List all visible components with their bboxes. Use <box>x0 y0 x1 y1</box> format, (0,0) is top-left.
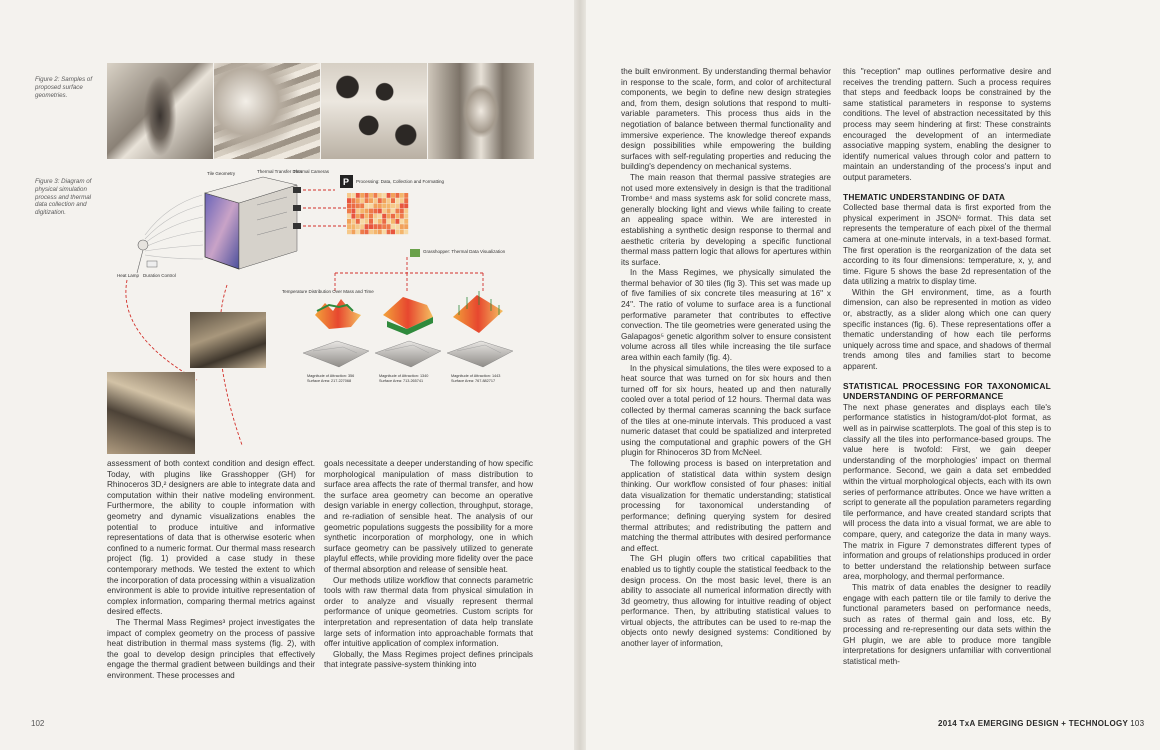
matrix-cell <box>391 229 395 234</box>
matrix-cell <box>373 219 377 224</box>
matrix-cell <box>373 193 377 198</box>
matrix-cell <box>373 209 377 214</box>
left-column-2 <box>324 459 533 671</box>
matrix-cell <box>387 214 391 219</box>
matrix-cell <box>395 229 399 234</box>
matrix-cell <box>404 229 408 234</box>
matrix-cell <box>360 219 364 224</box>
paragraph: assessment of both context condition and design effect. Today, with plugins like Grasshopper (GH) for Rhinoceros 3D,² designers are able to integrate data and computation within their native modeling environment. Furthermore, the ability to couple information with geometry and dynamic visualizations enables the potential to produce intuitive and informative representations of data that is otherwise esoteric when confined to a numeric format. Our thermal mass research project (fig. 1) provided a case study in these contemporary methods. We tested the extent to which the incorporation of data processing within a visualization environment is able to provide intuitive representation of complex information, comparing thermal metrics against desired effects. <box>107 459 315 617</box>
matrix-cell <box>369 193 373 198</box>
matrix-cell <box>400 203 404 208</box>
matrix-cell <box>365 214 369 219</box>
paragraph: goals necessitate a deeper understanding of how specific morphological manipulation of mass distribution to surface area affects the rate of thermal transfer, and how the surface area geometry can become an operative design variable in energy collection, throughput, storage, and re-radiation of sensible heat. The analysis of our geometric populations suggests the possibility for a more synthetic incorporation of morphology, one in which surface geometry can be passively utilized to generate playful effects, while providing more fidelity over the pace of thermal absorption and release of sensible heat. <box>324 459 533 574</box>
figure3-caption: Figure 3: Diagram of physical simulation process and thermal data collection and digitization. <box>35 178 92 217</box>
section-heading: STATISTICAL PROCESSING FOR TAXONOMICAL UNDERSTANDING OF PERFORMANCE <box>843 380 1051 402</box>
matrix-cell <box>351 229 355 234</box>
matrix-cell <box>365 219 369 224</box>
heat-lamp-icon <box>138 240 148 250</box>
matrix-cell <box>365 229 369 234</box>
matrix-cell <box>400 219 404 224</box>
matrix-cell <box>378 193 382 198</box>
matrix-cell <box>373 224 377 229</box>
paragraph: Our methods utilize workflow that connects parametric tools with raw thermal data from physical simulation in order to analyze and visually represent thermal performance of unique geometries. Custom scripts for interpretation and representation of data help translate large sets of information into approachable formats that offer intuitive application of complex information. <box>324 575 533 649</box>
matrix-cell <box>378 203 382 208</box>
matrix-cell <box>356 229 360 234</box>
matrix-cell <box>347 219 351 224</box>
matrix-cell <box>387 224 391 229</box>
surface-area-label: Surface Area: 713.265741 <box>379 379 424 383</box>
matrix-cell <box>395 203 399 208</box>
matrix-cell <box>382 203 386 208</box>
matrix-cell <box>400 209 404 214</box>
matrix-cell <box>356 214 360 219</box>
matrix-cell <box>373 214 377 219</box>
diagram-label: Thermal Cameras <box>293 169 330 174</box>
diagram-label: Temperature Distribution Over Mass and Time <box>282 289 374 294</box>
heat-wave-lines <box>145 195 203 259</box>
matrix-cell <box>360 193 364 198</box>
lab-researcher-photo <box>107 372 195 454</box>
footer-title: 2014 TxA EMERGING DESIGN + TECHNOLOGY <box>938 719 1129 728</box>
duration-control-icon <box>147 261 157 267</box>
figure2-caption: Figure 2: Samples of proposed surface geometries. <box>35 76 93 99</box>
matrix-cell <box>360 214 364 219</box>
matrix-cell <box>347 193 351 198</box>
matrix-cell <box>382 219 386 224</box>
matrix-cell <box>382 193 386 198</box>
matrix-cell <box>382 214 386 219</box>
matrix-cell <box>351 224 355 229</box>
thermal-data-matrix <box>347 193 408 234</box>
matrix-cell <box>400 198 404 203</box>
matrix-cell <box>356 193 360 198</box>
matrix-cell <box>378 229 382 234</box>
right-column-1 <box>621 67 831 650</box>
matrix-cell <box>373 203 377 208</box>
matrix-cell <box>347 198 351 203</box>
concrete-tile <box>205 193 239 269</box>
matrix-cell <box>387 229 391 234</box>
matrix-cell <box>365 198 369 203</box>
paragraph: The main reason that thermal passive strategies are not used more extensively in design is that the traditional Trombe⁴ and mass systems ask for solid concrete mass, generally blocking light and views while failing to create an appealing space within. We are interested in establishing a synthetic design response to thermal and aesthetic criteria by developing a specific functional thermal mass pattern logic that allows for apertures within its surface. <box>621 172 831 267</box>
section-heading: THEMATIC UNDERSTANDING OF DATA <box>843 191 1006 202</box>
matrix-cell <box>382 229 386 234</box>
heat-surface-plot <box>315 299 361 329</box>
paragraph: The following process is based on interpretation and application of statistical data within system design thinking. Our workflow consisted of four phases: initial data visualization for thematic understanding; statistical processing for taxonomical understanding of performance; defining querying system for desired thermal attributes; and redistributing the pattern and matching the thermal attributes with desired performance and effect. <box>621 458 831 553</box>
matrix-cell <box>347 214 351 219</box>
matrix-cell <box>387 209 391 214</box>
surface-geometry-photo <box>107 63 213 159</box>
matrix-cell <box>360 224 364 229</box>
matrix-cell <box>404 224 408 229</box>
running-footer <box>938 719 1144 728</box>
page-number-left: 102 <box>31 719 45 728</box>
diagram-label: Heat Lamp <box>117 273 140 278</box>
matrix-cell <box>356 198 360 203</box>
matrix-cell <box>395 219 399 224</box>
diagram-label: Processing: Data, Collection and Formatting <box>356 179 445 184</box>
matrix-cell <box>351 209 355 214</box>
matrix-cell <box>369 224 373 229</box>
matrix-cell <box>387 193 391 198</box>
heat-surface-plot <box>383 297 433 335</box>
matrix-cell <box>395 209 399 214</box>
magnitude-label: Magnitude of Attraction: 356 <box>307 374 355 378</box>
surface-geometry-photo <box>321 63 427 159</box>
paragraph: In the Mass Regimes, we physically simulated the thermal behavior of 30 tiles (fig 3). This set was made up of five families of six concrete tiles measuring at 16" x 24". The ratio of volume to surface area is a functional performative parameter that contributes to effective convection. The tile geometries were generated using the Galapagos⁵ genetic algorithm solver to ensure consistent volume across all tiles while increasing the tile surface area within each family (fig. 4). <box>621 268 831 363</box>
matrix-cell <box>391 209 395 214</box>
surface-area-label: Surface Area: 767.882717 <box>451 379 496 383</box>
surface-geometry-photo <box>428 63 534 159</box>
matrix-cell <box>360 203 364 208</box>
paragraph: This matrix of data enables the designer to readily engage with each pattern tile or tile family to derive the functional parameters based on performance needs, such as rates of thermal gain and loss, etc. By processing and re-representing our data sets within the GH plugin, we are able to produce more tangible interpretations for designers unfamiliar with conventional statistical meth- <box>843 582 1051 667</box>
matrix-cell <box>365 209 369 214</box>
matrix-cell <box>378 198 382 203</box>
matrix-cell <box>369 198 373 203</box>
diagram-label: Tile Geometry <box>207 171 236 176</box>
matrix-cell <box>347 229 351 234</box>
matrix-cell <box>360 209 364 214</box>
matrix-cell <box>369 219 373 224</box>
matrix-cell <box>395 214 399 219</box>
surface-area-label: Surface Area: 217.227068 <box>307 379 352 383</box>
grasshopper-icon <box>410 249 420 257</box>
matrix-cell <box>373 198 377 203</box>
matrix-cell <box>404 209 408 214</box>
matrix-cell <box>351 203 355 208</box>
matrix-cell <box>365 193 369 198</box>
matrix-cell <box>347 203 351 208</box>
matrix-cell <box>356 219 360 224</box>
paragraph: Globally, the Mass Regimes project defines principals that integrate passive-system thinking into <box>324 649 533 670</box>
matrix-cell <box>369 214 373 219</box>
diagram-label: Grasshopper: Thermal Data Visualization <box>423 249 506 254</box>
diagram-label: Duration Control <box>143 273 176 278</box>
magnitude-label: Magnitude of Attraction: 1443 <box>451 374 501 378</box>
matrix-cell <box>369 209 373 214</box>
matrix-cell <box>391 203 395 208</box>
paragraph: Within the GH environment, time, as a fourth dimension, can also be represented in motion as video or, abstractly, as a slider along which one can query specific instances (fig. 6). These representations offer a thematic understanding of how each tile performs uniquely across time and space, and shadows of thermal trends among tiles and families start to become apparent. <box>843 287 1051 372</box>
matrix-cell <box>391 219 395 224</box>
matrix-cell <box>365 203 369 208</box>
matrix-cell <box>391 193 395 198</box>
left-column-1 <box>107 459 315 681</box>
book-gutter <box>574 0 586 750</box>
matrix-cell <box>395 224 399 229</box>
matrix-cell <box>395 198 399 203</box>
matrix-cell <box>391 224 395 229</box>
matrix-cell <box>391 214 395 219</box>
paragraph: The GH plugin offers two critical capabilities that enabled us to tightly couple the statistical feedback to the design process. On the most basic level, there is an ability to associate all numerical information directly with 3d geometry, thus allowing for intuitive reading of object performance. Then, by attributing statistical values to virtual objects, the attributes can be used to re-map the objects onto newly designed systems: Conditioned by another layer of information, <box>621 554 831 649</box>
matrix-cell <box>382 224 386 229</box>
matrix-cell <box>400 214 404 219</box>
matrix-cell <box>395 193 399 198</box>
matrix-cell <box>351 198 355 203</box>
matrix-cell <box>378 224 382 229</box>
matrix-cell <box>391 198 395 203</box>
matrix-cell <box>365 224 369 229</box>
matrix-cell <box>356 209 360 214</box>
matrix-cell <box>382 209 386 214</box>
matrix-cell <box>404 193 408 198</box>
paragraph: this "reception" map outlines performative desire and receives the trending pattern. Such a process requires that steps and feedback loops be constrained by the same statistical parameters in response to systems conditions. The level of abstraction necessitated by this process may seem hindering at first: These constraints encouraged the development of an intermediate associative mapping system, enabling the designer to identify numerical values through color and pattern to maintain an understanding of the process's input and output parameters. <box>843 67 1051 182</box>
paragraph: The next phase generates and displays each tile's performance statistics in histogram/dot-plot format, as well as in pairwise scatterplots. The goal of this step is to classify all the tiles into performance-based groups. The value here is twofold: First, we gain deeper understanding of the morphologies' impact on thermal performance. Second, we gain a data set embedded within the virtual morphological objects, each with its own series of performance attributes. Once we have written a script to generate all the population parameters regarding tile performance, and have created standard scripts that will process the data into a visual format, we are able to compare, query, and categorize the data in many ways. The matrix in Figure 7 demonstrates different types of information and groups of relationships produced in order to better understand the relationship between surface area, morphology, and thermal performance. <box>843 402 1051 582</box>
page-number-right: 103 <box>1130 719 1145 728</box>
matrix-cell <box>347 209 351 214</box>
matrix-cell <box>347 224 351 229</box>
matrix-cell <box>378 219 382 224</box>
matrix-cell <box>400 224 404 229</box>
paragraph: The Thermal Mass Regimes³ project investigates the impact of complex geometry on the process of passive heat distribution in thermal mass systems (fig. 2), with the goal to develop design principles that effectively engage the thermal gradient between buildings and their environment. These processes and <box>107 617 315 680</box>
matrix-cell <box>351 219 355 224</box>
mesh-surface <box>375 341 441 367</box>
matrix-cell <box>404 203 408 208</box>
paragraph: In the physical simulations, the tiles were exposed to a heat source that was turned on for six hours and then turned off for six hours, heated up and then naturally cooled over a total period of 12 hours. Thermal data was collected by thermal cameras scanning the back surface of the tiles at one-minute intervals. This produced a vast numeric dataset that could be spatialized and interpreted using the computational and graphic powers of the GH plugin for Rhinoceros 3D from McNeel. <box>621 363 831 458</box>
matrix-cell <box>351 214 355 219</box>
matrix-cell <box>360 198 364 203</box>
matrix-cell <box>369 203 373 208</box>
processing-logo-letter: P <box>343 177 350 187</box>
matrix-cell <box>387 203 391 208</box>
matrix-cell <box>351 193 355 198</box>
right-column-2 <box>843 67 1051 668</box>
matrix-cell <box>373 229 377 234</box>
mesh-surface <box>447 341 513 367</box>
matrix-cell <box>360 229 364 234</box>
matrix-cell <box>369 229 373 234</box>
magnitude-label: Magnitude of Attraction: 1340 <box>379 374 429 378</box>
surface-geometry-photo <box>214 63 320 159</box>
matrix-cell <box>400 229 404 234</box>
matrix-cell <box>404 198 408 203</box>
matrix-cell <box>400 193 404 198</box>
matrix-cell <box>356 203 360 208</box>
matrix-cell <box>378 209 382 214</box>
heat-surface-plot <box>453 291 503 333</box>
paragraph: Collected base thermal data is first exported from the physical experiment in JSON⁶ format. This data set represents the temperature of each pixel of the thermal camera at one-minute intervals, in a text-based format. The first operation is the reorganization of the data set according to its four dimensions: temperature, x, y, and time. Figure 5 shows the base 2d representation of the data utilizing a matrix to display time. <box>843 203 1051 287</box>
matrix-cell <box>356 224 360 229</box>
mesh-surface <box>303 341 369 367</box>
matrix-cell <box>404 214 408 219</box>
paragraph: the built environment. By understanding thermal behavior in response to the scale, form, and color of architectural components, we begin to define new design strategies and, from them, design solutions that respond to multi-variable parameters. This process thus aids in the negotiation of balance between thermal functionality and immersive experience. The knowledge thereof expands design possibilities while empowering the building surfaces with self-regulating properties and reducing the building's dependency on mechanical systems. <box>621 67 831 172</box>
matrix-cell <box>387 198 391 203</box>
matrix-cell <box>387 219 391 224</box>
matrix-cell <box>404 219 408 224</box>
matrix-cell <box>382 198 386 203</box>
lab-setup-photo <box>190 312 266 368</box>
matrix-cell <box>378 214 382 219</box>
diagram-label: Thermal Transfer Data <box>257 169 303 174</box>
